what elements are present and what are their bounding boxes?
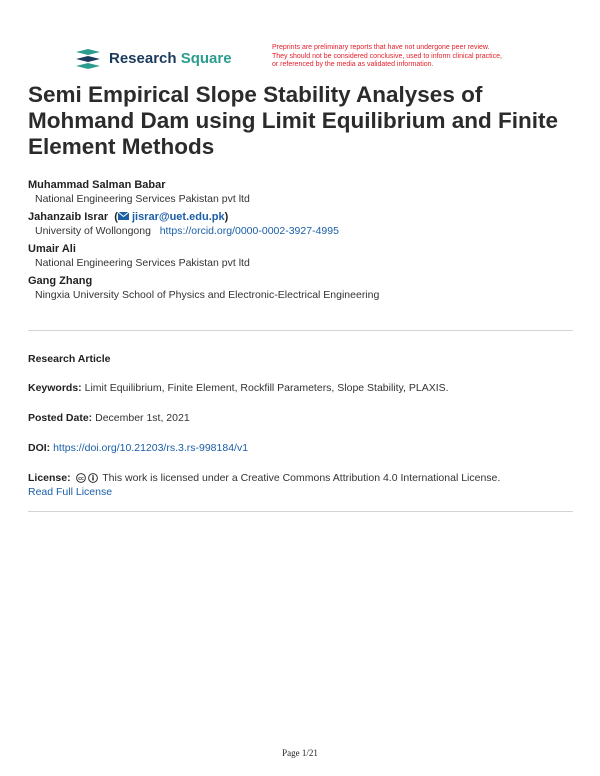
research-square-logo[interactable] bbox=[74, 48, 232, 70]
article-type: Research Article bbox=[28, 353, 111, 365]
doi-label: DOI: bbox=[28, 442, 51, 454]
author-entry bbox=[28, 178, 573, 206]
author-name[interactable]: Jahanzaib Israr bbox=[28, 211, 109, 223]
author-list bbox=[28, 178, 573, 306]
svg-text:cc: cc bbox=[77, 476, 84, 482]
keywords-value: Limit Equilibrium, Finite Element, Rockfill Parameters, Slope Stability, PLAXIS. bbox=[84, 382, 449, 394]
author-affiliation: National Engineering Services Pakistan pvt ltd bbox=[35, 257, 250, 269]
author-email-link[interactable]: jisrar@uet.edu.pk bbox=[131, 211, 225, 223]
posted-date-line bbox=[28, 411, 573, 425]
license-line bbox=[28, 471, 573, 499]
doi-link[interactable]: https://doi.org/10.21203/rs.3.rs-998184/v1 bbox=[53, 442, 249, 454]
section-divider bbox=[28, 330, 573, 331]
author-name[interactable]: Umair Ali bbox=[28, 243, 76, 255]
author-affiliation: University of Wollongong bbox=[35, 225, 151, 237]
keywords-label: Keywords: bbox=[28, 382, 82, 394]
orcid-link[interactable]: https://orcid.org/0000-0002-3927-4995 bbox=[159, 225, 339, 237]
read-full-license-link[interactable]: Read Full License bbox=[28, 486, 113, 498]
logo-wordmark: Research Square bbox=[109, 50, 232, 67]
envelope-icon bbox=[118, 212, 129, 220]
cc-icon bbox=[76, 473, 86, 483]
author-affiliation-line bbox=[28, 224, 573, 238]
author-name-line: Jahanzaib Israr ( jisrar@uet.edu.pk) bbox=[28, 211, 229, 223]
license-text: This work is licensed under a Creative Commons Attribution 4.0 International License. bbox=[102, 472, 501, 484]
section-divider bbox=[28, 511, 573, 512]
paper-title: Semi Empirical Slope Stability Analyses of Mohmand Dam using Limit Equilibrium and Finite Element Methods bbox=[28, 82, 559, 159]
attribution-icon bbox=[88, 473, 98, 483]
posted-date-label: Posted Date: bbox=[28, 412, 93, 424]
author-affiliation: National Engineering Services Pakistan pvt ltd bbox=[35, 193, 250, 205]
keywords-line bbox=[28, 381, 573, 395]
author-name[interactable]: Gang Zhang bbox=[28, 275, 93, 287]
author-entry bbox=[28, 242, 573, 270]
preprint-notice: Preprints are preliminary reports that have not undergone peer review. They should not be considered conclusive, used to inform clinical practice, or referenced by the media as validated information. bbox=[272, 44, 502, 69]
author-affiliation: Ningxia University School of Physics and Electronic-Electrical Engineering bbox=[35, 289, 380, 301]
posted-date-value: December 1st, 2021 bbox=[95, 412, 190, 424]
doi-line bbox=[28, 441, 573, 455]
author-name[interactable]: Muhammad Salman Babar bbox=[28, 179, 166, 191]
creative-commons-badge bbox=[76, 473, 98, 483]
author-entry bbox=[28, 274, 573, 302]
page-number: Page 1/21 bbox=[282, 748, 318, 758]
author-entry bbox=[28, 210, 573, 238]
license-label: License: bbox=[28, 472, 71, 484]
research-square-logo-icon bbox=[74, 48, 102, 70]
